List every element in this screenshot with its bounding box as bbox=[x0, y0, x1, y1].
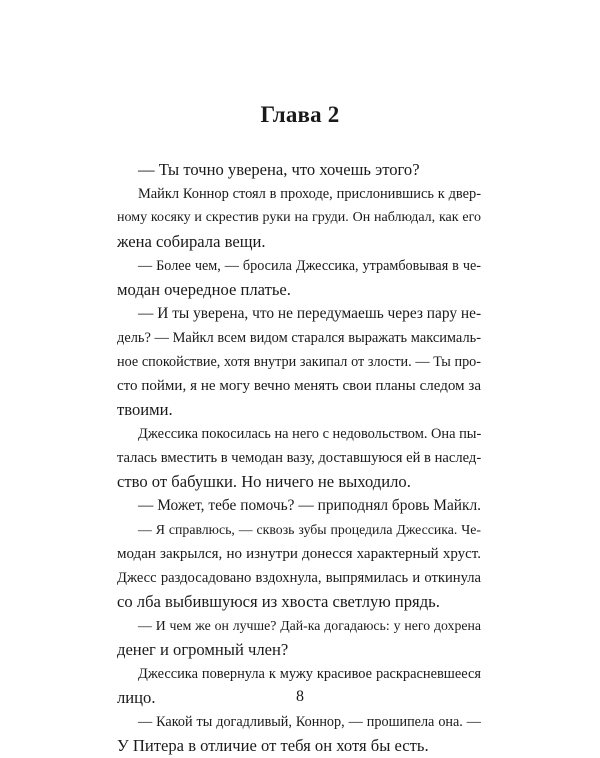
text-line: ному косяку и скрестив руки на груди. Он наблюдал, как его bbox=[117, 210, 481, 225]
text-line: со лба выбившуюся из хвоста светлую прядь. bbox=[117, 592, 440, 611]
text-line: лицо. bbox=[117, 688, 156, 707]
page-number: 8 bbox=[296, 688, 304, 705]
chapter-title: Глава 2 bbox=[260, 102, 340, 127]
text-line: — И чем же он лучше? Дай-ка догадаюсь: у него дохрена bbox=[138, 618, 481, 633]
text-line: — И ты уверена, что не передумаешь через пару не- bbox=[138, 305, 482, 322]
text-line: ство от бабушки. Но ничего не выходило. bbox=[117, 472, 411, 491]
text-line: — Более чем, — бросила Джессика, утрамбовывая в че- bbox=[138, 258, 481, 274]
text-line: — Какой ты догадливый, Коннор, — прошипела она. — bbox=[138, 714, 481, 730]
text-line: денег и огромный член? bbox=[117, 640, 289, 659]
text-line: — Может, тебе помочь? — приподнял бровь Майкл. bbox=[138, 497, 482, 514]
text-line: Джессика повернула к мужу красивое раскрасневшееся bbox=[138, 666, 481, 682]
text-line: — Ты точно уверена, что хочешь этого? bbox=[138, 160, 420, 179]
text-line: модан очередное платье. bbox=[117, 280, 291, 299]
text-line: дель? — Майкл всем видом старался выражать максималь- bbox=[117, 330, 481, 346]
text-line: Джессика покосилась на него с недовольством. Она пы- bbox=[138, 426, 482, 442]
chapter-body-text bbox=[117, 158, 481, 758]
text-line: — Я справлюсь, — сквозь зубы процедила Джессика. Че- bbox=[138, 522, 481, 537]
text-line: сто пойми, я не могу вечно менять свои планы следом за bbox=[117, 378, 481, 394]
text-line: У Питера в отличие от тебя он хотя бы есть. bbox=[117, 736, 429, 755]
text-line: жена собирала вещи. bbox=[117, 232, 266, 251]
text-line: ное спокойствие, хотя внутри закипал от злости. — Ты про- bbox=[117, 354, 481, 370]
text-line: Майкл Коннор стоял в проходе, прислонившись к двер- bbox=[138, 186, 481, 202]
text-line: модан закрылся, но изнутри донесся характерный хруст. bbox=[117, 546, 481, 562]
text-line: твоими. bbox=[117, 400, 173, 419]
text-line: Джесс раздосадовано вздохнула, выпрямилась и откинула bbox=[117, 570, 481, 586]
text-line: талась вместить в чемодан вазу, доставшуюся ей в наслед- bbox=[117, 450, 482, 466]
